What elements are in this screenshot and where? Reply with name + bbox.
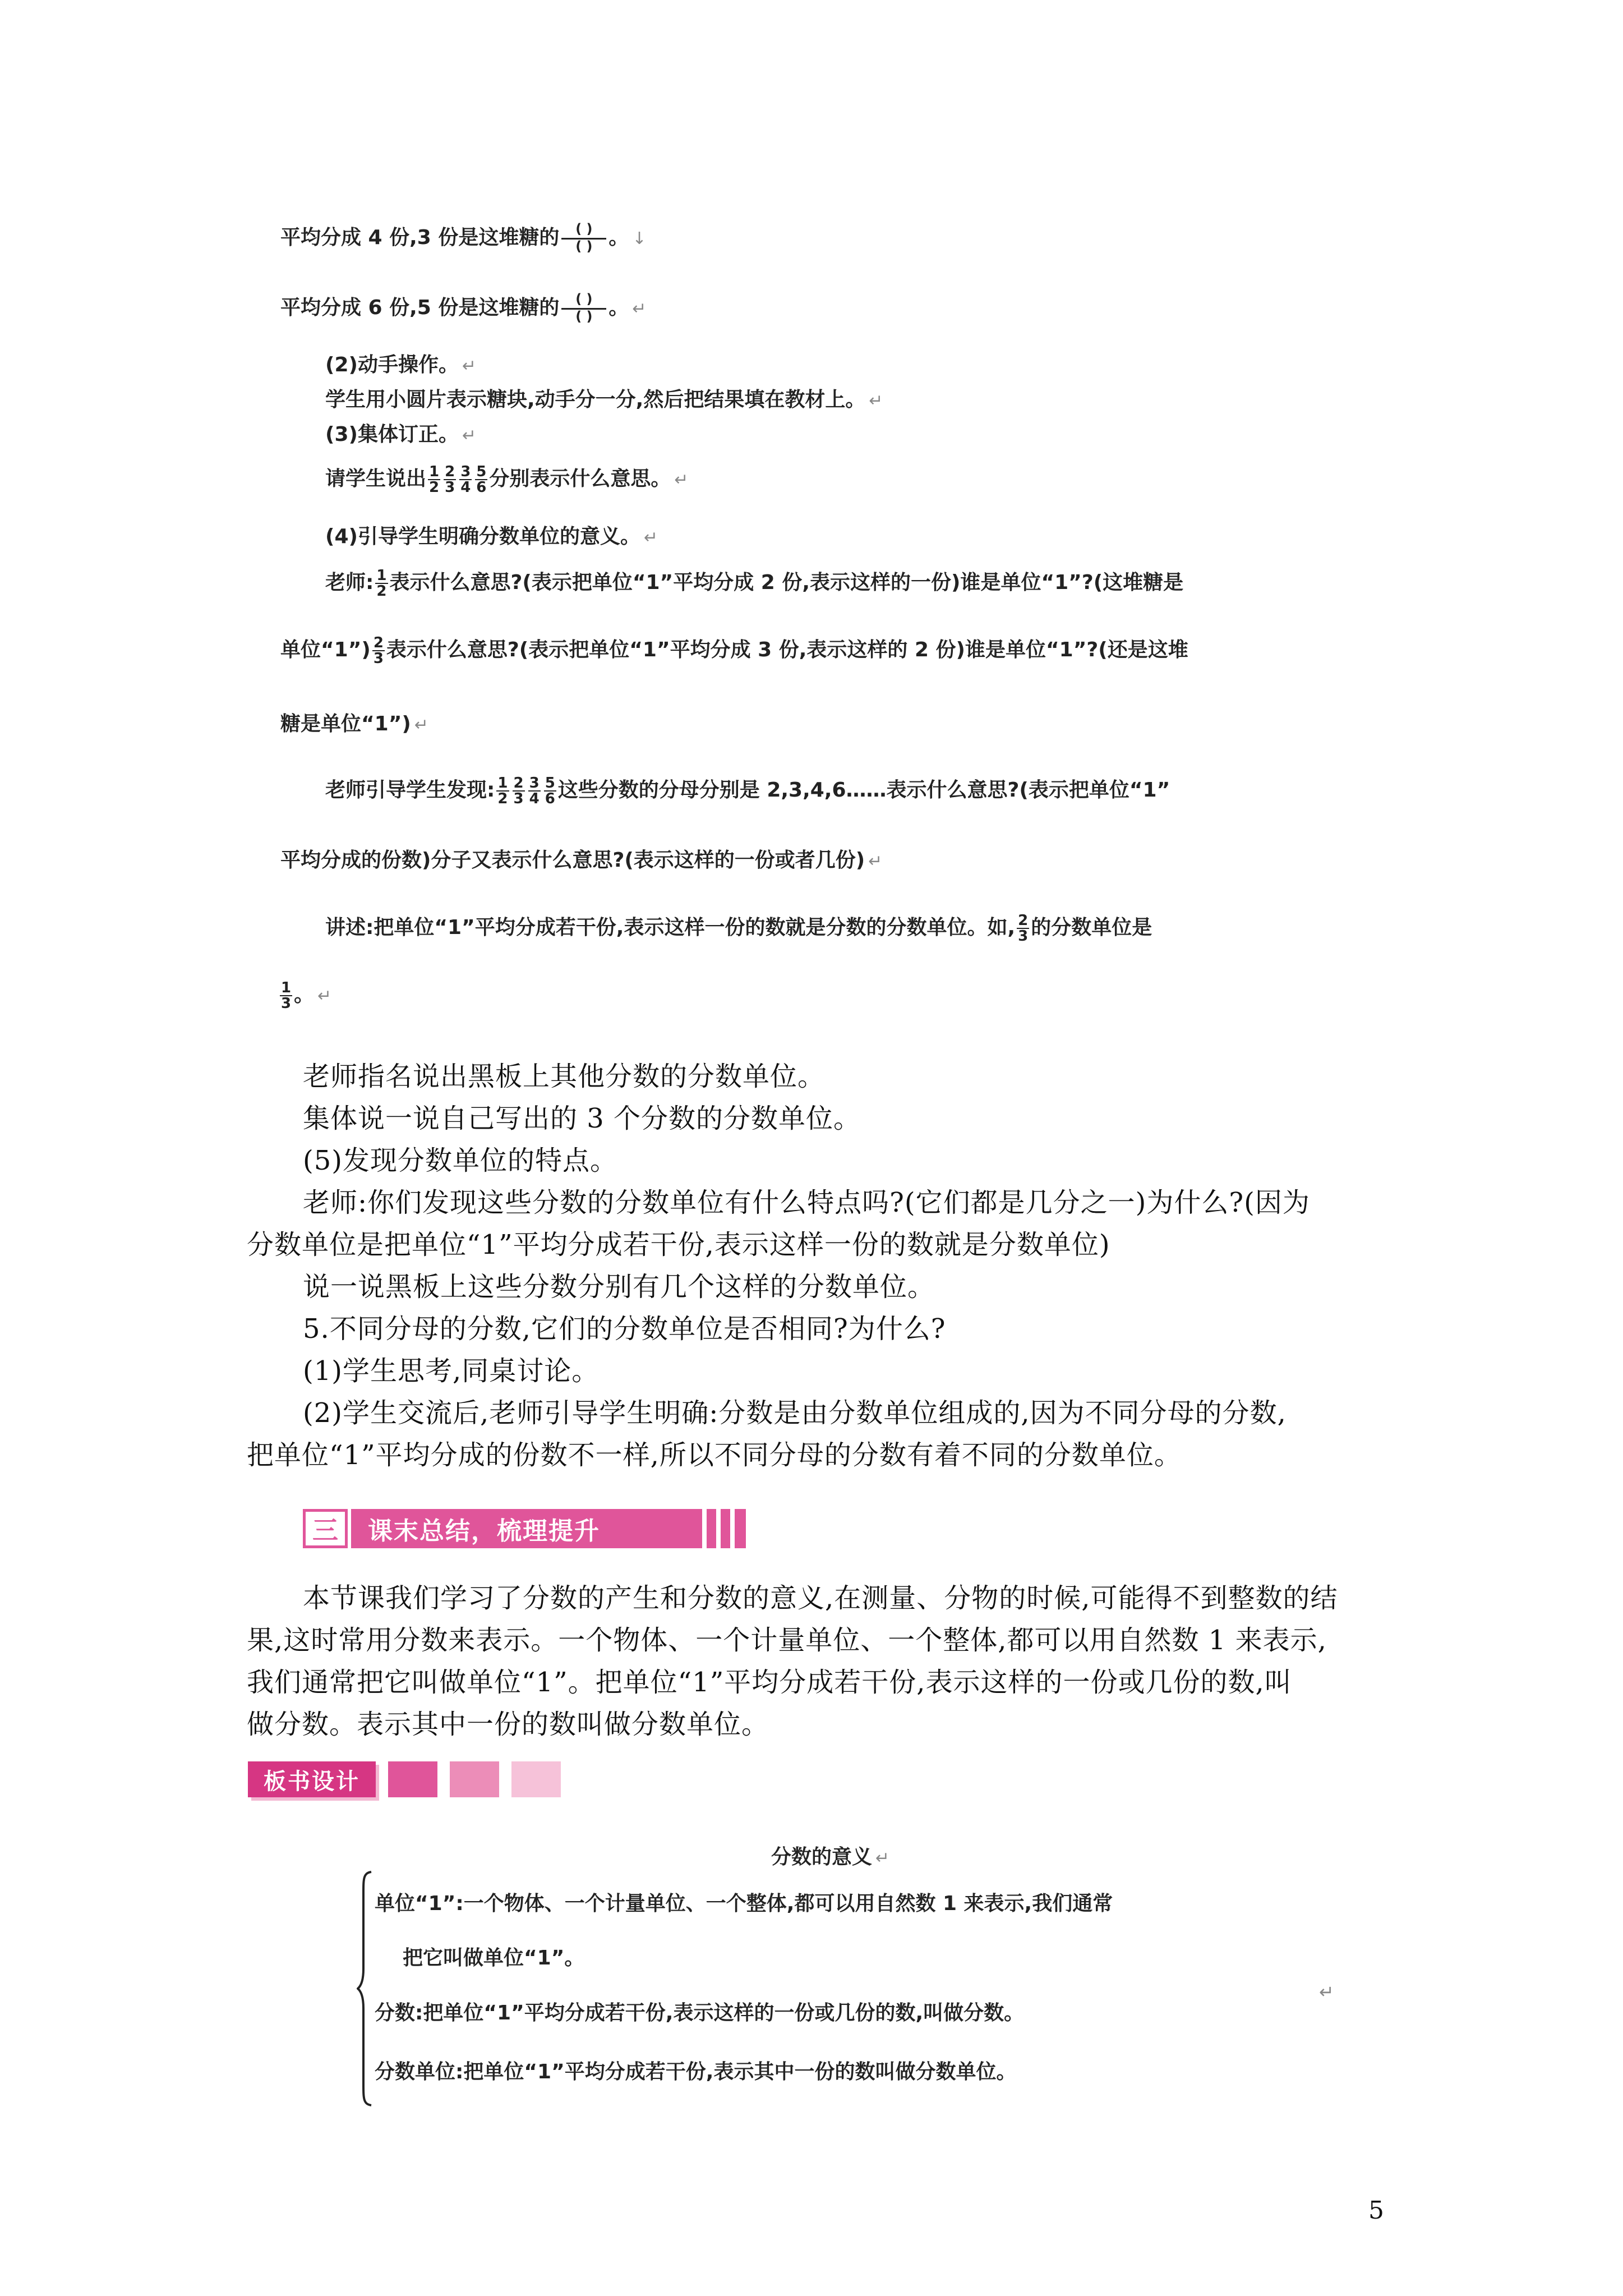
numerator: 2 xyxy=(445,463,455,480)
board-title xyxy=(771,1841,889,1870)
numerator: 1 xyxy=(497,775,508,792)
section-title-bar xyxy=(351,1509,746,1548)
line-text: (3)集体订正。 xyxy=(325,423,459,446)
line-text: 单位“1”) xyxy=(280,638,371,661)
line-text: 平均分成 6 份,5 份是这堆糖的 xyxy=(280,296,560,319)
decor-square xyxy=(511,1761,561,1797)
denominator: 6 xyxy=(476,479,487,496)
denominator: 3 xyxy=(445,479,455,496)
line-text: 学生用小圆片表示糖块,动手分一分,然后把结果填在教材上。 xyxy=(325,388,866,411)
line-text: 平均分成 4 份,3 份是这堆糖的 xyxy=(280,226,560,249)
board-title-text: 分数的意义 xyxy=(771,1846,873,1869)
fraction xyxy=(280,981,292,1011)
line-text: 老师: xyxy=(325,571,374,594)
fraction xyxy=(372,636,385,666)
numerator: 2 xyxy=(373,634,384,651)
decor-square xyxy=(388,1761,437,1797)
paragraph-mark: ↵ xyxy=(632,299,647,319)
numerator: 3 xyxy=(460,463,471,480)
decor-stripe xyxy=(716,1509,721,1548)
paragraph-mark: ↵ xyxy=(317,986,332,1006)
section-title: 课末总结，梳理提升 xyxy=(368,1517,600,1545)
fraction xyxy=(375,568,388,599)
line-text: 老师引导学生发现: xyxy=(325,779,495,802)
line-text: 平均分成的份数)分子又表示什么意思?(表示这样的一份或者几份) xyxy=(280,849,865,872)
paragraph-mark: ↵ xyxy=(462,356,477,376)
numerator: ( ) xyxy=(561,222,606,240)
fraction xyxy=(428,464,440,495)
fraction xyxy=(1017,913,1029,944)
line-text: 的分数单位是 xyxy=(1031,916,1152,939)
decor-stripe xyxy=(730,1509,735,1548)
numerator: 2 xyxy=(1018,912,1029,929)
text-line xyxy=(280,292,647,325)
denominator: 3 xyxy=(281,995,292,1012)
text-line xyxy=(325,774,1170,806)
paragraph: 集体说一说自己写出的 3 个分数的分数单位。 xyxy=(303,1103,861,1134)
fraction xyxy=(544,776,556,806)
paragraph-mark: ↵ xyxy=(868,852,883,871)
decor-square xyxy=(450,1761,499,1797)
text-line xyxy=(280,222,647,255)
paragraph: (1)学生思考,同桌讨论。 xyxy=(303,1355,600,1387)
paragraph-mark: ↵ xyxy=(643,528,658,547)
blank-fraction[interactable] xyxy=(561,292,606,325)
line-text: 讲述:把单位“1”平均分成若干份,表示这样一份的数就是分数的分数单位。如, xyxy=(325,916,1016,939)
line-text: 表示什么意思?(表示把单位“1”平均分成 2 份,表示这样的一份)谁是单位“1”?(这堆糖是 xyxy=(389,571,1184,594)
line-text: (4)引导学生明确分数单位的意义。 xyxy=(325,525,640,548)
fraction xyxy=(459,464,472,495)
text-line xyxy=(325,912,1152,944)
line-text: 。 xyxy=(608,296,629,319)
paragraph-mark: ↵ xyxy=(869,391,883,411)
paragraph: 我们通常把它叫做单位“1”。把单位“1”平均分成若干份,表示这样的一份或几份的数,叫 xyxy=(247,1667,1292,1698)
board-line: 分数:把单位“1”平均分成若干份,表示这样的一份或几份的数,叫做分数。 xyxy=(375,2001,1025,2024)
line-text: 糖是单位“1”) xyxy=(280,712,411,735)
decor-stripe xyxy=(702,1509,707,1548)
numerator: 1 xyxy=(281,979,292,996)
text-line xyxy=(278,979,331,1011)
paragraph-mark: ↵ xyxy=(462,426,477,445)
text-line xyxy=(325,521,658,549)
denominator: 2 xyxy=(376,583,387,600)
paragraph: (2)学生交流后,老师引导学生明确:分数是由分数单位组成的,因为不同分母的分数, xyxy=(303,1397,1287,1429)
denominator: 3 xyxy=(513,790,524,807)
text-line xyxy=(325,384,883,412)
line-text: (2)动手操作。 xyxy=(325,353,459,376)
numerator: 3 xyxy=(529,775,540,792)
board-line: 把它叫做单位“1”。 xyxy=(403,1947,585,1970)
denominator: 6 xyxy=(545,790,555,807)
line-text: 。 xyxy=(608,226,629,249)
text-line xyxy=(325,463,689,495)
denominator: ( ) xyxy=(575,308,593,324)
fraction xyxy=(513,776,525,806)
fraction xyxy=(528,776,541,806)
denominator: ( ) xyxy=(575,238,593,254)
paragraph: 果,这时常用分数来表示。一个物体、一个计量单位、一个整体,都可以用自然数 1 来表示, xyxy=(247,1625,1327,1656)
paragraph: 本节课我们学习了分数的产生和分数的意义,在测量、分物的时候,可能得不到整数的结 xyxy=(303,1582,1338,1614)
text-line xyxy=(280,634,1188,666)
curly-brace xyxy=(357,1871,374,2106)
denominator: 2 xyxy=(429,479,440,496)
paragraph-mark: ↵ xyxy=(875,1848,890,1868)
line-text: 请学生说出 xyxy=(325,467,427,490)
numerator: 5 xyxy=(545,775,555,792)
numerator: 2 xyxy=(513,775,524,792)
paragraph: 老师:你们发现这些分数的分数单位有什么特点吗?(它们都是几分之一)为什么?(因为 xyxy=(303,1187,1310,1218)
paragraph: 分数单位是把单位“1”平均分成若干份,表示这样一份的数就是分数单位) xyxy=(247,1229,1110,1260)
paragraph: 把单位“1”平均分成的份数不一样,所以不同分母的分数有着不同的分数单位。 xyxy=(247,1439,1182,1471)
board-design-label: 板书设计 xyxy=(248,1761,376,1797)
line-text: 表示什么意思?(表示把单位“1”平均分成 3 份,表示这样的 2 份)谁是单位“1”?(还是这堆 xyxy=(386,638,1188,661)
paragraph: 说一说黑板上这些分数分别有几个这样的分数单位。 xyxy=(303,1271,935,1303)
paragraph: 做分数。表示其中一份的数叫做分数单位。 xyxy=(247,1709,769,1740)
denominator: 3 xyxy=(373,650,384,667)
numerator: ( ) xyxy=(561,292,606,310)
fraction xyxy=(475,464,487,495)
board-line: 分数单位:把单位“1”平均分成若干份,表示其中一份的数叫做分数单位。 xyxy=(375,2060,1017,2083)
text-line xyxy=(325,349,476,378)
text-line xyxy=(280,708,428,737)
paragraph: 5.不同分母的分数,它们的分数单位是否相同?为什么? xyxy=(303,1313,946,1345)
line-text: 这些分数的分母分别是 2,3,4,6……表示什么意思?(表示把单位“1” xyxy=(557,779,1170,802)
paragraph: 老师指名说出黑板上其他分数的分数单位。 xyxy=(303,1061,826,1092)
denominator: 4 xyxy=(460,479,471,496)
board-line: 单位“1”:一个物体、一个计量单位、一个整体,都可以用自然数 1 来表示,我们通常 xyxy=(375,1892,1113,1915)
fraction xyxy=(444,464,456,495)
line-text: 分别表示什么意思。 xyxy=(489,467,671,490)
board-design-header xyxy=(248,1761,561,1797)
paragraph-mark: ↵ xyxy=(1319,1981,1334,2003)
arrow-mark: ↓ xyxy=(632,229,647,249)
blank-fraction[interactable] xyxy=(561,222,606,255)
denominator: 2 xyxy=(497,790,508,807)
numerator: 1 xyxy=(429,463,440,480)
numerator: 5 xyxy=(476,463,487,480)
paragraph-mark: ↵ xyxy=(414,715,428,735)
text-line xyxy=(325,418,476,447)
fraction xyxy=(496,776,509,806)
section-header xyxy=(303,1506,746,1551)
line-text: 。 xyxy=(294,983,315,1006)
page-number: 5 xyxy=(1368,2196,1384,2225)
denominator: 3 xyxy=(1018,928,1029,945)
text-line xyxy=(280,844,882,873)
paragraph-mark: ↵ xyxy=(674,470,689,490)
section-number: 三 xyxy=(303,1509,348,1548)
paragraph: (5)发现分数单位的特点。 xyxy=(303,1145,617,1176)
numerator: 1 xyxy=(376,567,387,584)
text-line xyxy=(325,567,1183,599)
denominator: 4 xyxy=(529,790,540,807)
